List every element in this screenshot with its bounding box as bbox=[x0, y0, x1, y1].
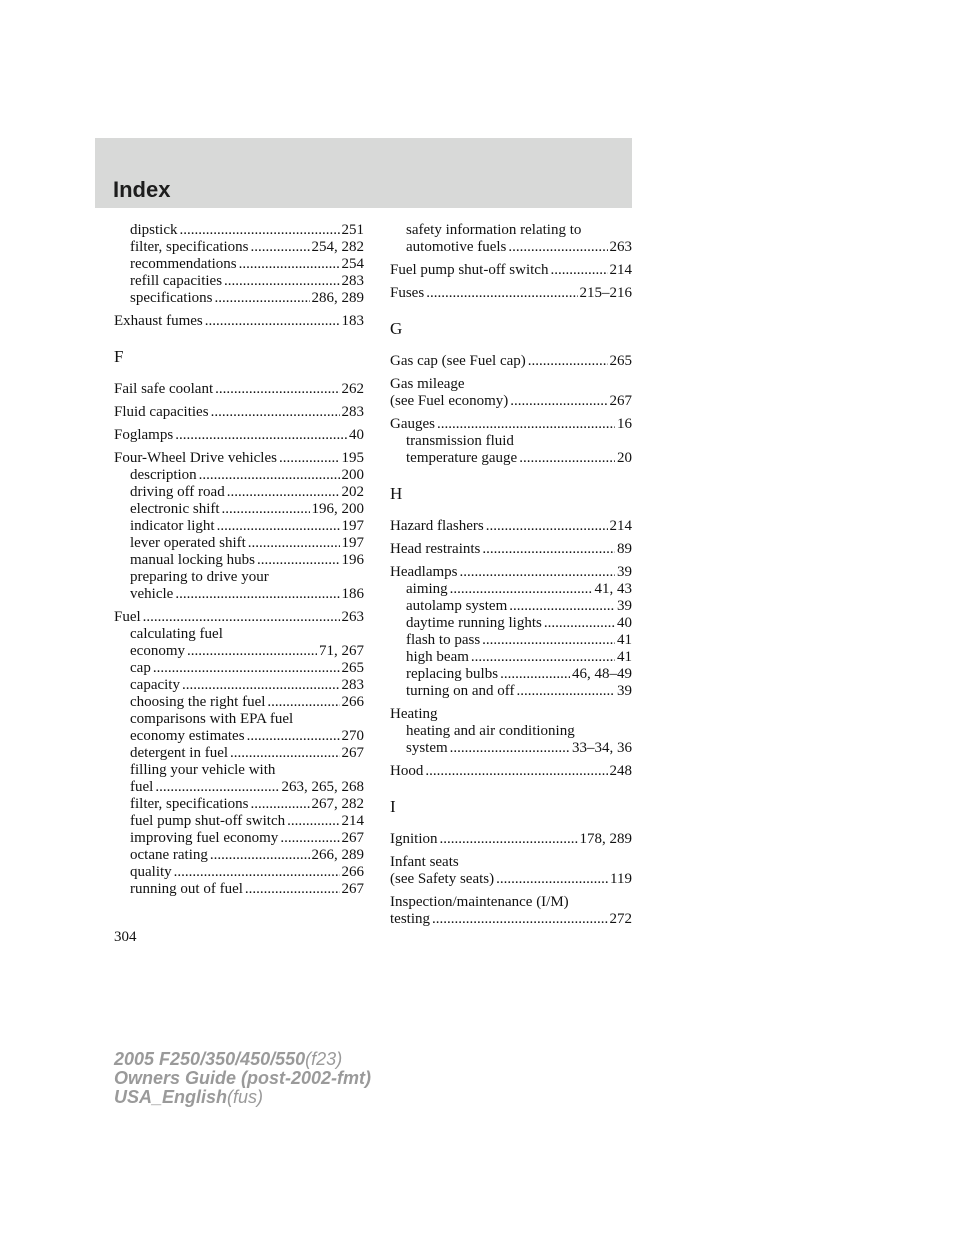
index-entry-text: economy bbox=[130, 643, 185, 659]
index-subentry bbox=[114, 484, 364, 501]
dot-leader bbox=[519, 450, 615, 467]
index-entry bbox=[114, 609, 364, 626]
index-page-ref: 270 bbox=[341, 728, 364, 744]
index-entry-text: cap bbox=[130, 660, 151, 676]
index-entry bbox=[114, 404, 364, 421]
index-subentry bbox=[114, 569, 364, 603]
dot-leader bbox=[425, 763, 607, 780]
dot-leader bbox=[153, 660, 340, 677]
index-page-ref: 196 bbox=[341, 552, 364, 568]
index-subentry bbox=[114, 847, 364, 864]
index-entry-text: safety information relating to bbox=[406, 222, 582, 238]
index-page-ref: 263 bbox=[341, 609, 364, 625]
dot-leader bbox=[500, 666, 570, 683]
index-entry-text: choosing the right fuel bbox=[130, 694, 266, 710]
index-section-letter: H bbox=[390, 484, 403, 503]
dot-leader bbox=[471, 649, 615, 666]
index-page-ref: 20 bbox=[617, 450, 632, 466]
index-page-ref: 265 bbox=[341, 660, 364, 676]
index-subentry bbox=[114, 290, 364, 307]
index-column-left bbox=[114, 222, 364, 898]
index-subentry bbox=[390, 666, 632, 683]
index-subentry bbox=[390, 649, 632, 666]
index-page-ref: 286, 289 bbox=[311, 290, 364, 306]
dot-leader bbox=[459, 564, 615, 581]
index-subentry bbox=[390, 683, 632, 700]
dot-leader bbox=[199, 467, 340, 484]
footer-line bbox=[114, 1069, 371, 1088]
index-subentry bbox=[114, 813, 364, 830]
index-entry-text: high beam bbox=[406, 649, 469, 665]
dot-leader bbox=[222, 501, 310, 518]
index-entry-text: flash to pass bbox=[406, 632, 481, 648]
index-entry-text: description bbox=[130, 467, 197, 483]
footer-line bbox=[114, 1088, 371, 1107]
index-entry-text: Infant seats bbox=[390, 854, 459, 870]
index-page-ref: 41 bbox=[617, 649, 632, 665]
dot-leader bbox=[248, 535, 340, 552]
index-page-ref: 41 bbox=[617, 632, 632, 648]
index-entry-text: Ignition bbox=[390, 831, 438, 847]
index-page-ref: 16 bbox=[617, 416, 632, 432]
index-entry-text: Foglamps bbox=[114, 427, 174, 443]
index-page-ref: 39 bbox=[617, 598, 632, 614]
index-entry-text: Exhaust fumes bbox=[114, 313, 203, 329]
dot-leader bbox=[510, 393, 607, 410]
index-page-ref: 248 bbox=[609, 763, 632, 779]
index-entry-text: Fuel pump shut-off switch bbox=[390, 262, 549, 278]
index-entry-text: (see Fuel economy) bbox=[390, 393, 509, 409]
index-entry-text: fuel bbox=[130, 779, 154, 795]
index-page-ref: 267, 282 bbox=[311, 796, 364, 812]
index-subentry bbox=[114, 796, 364, 813]
index-page-ref: 39 bbox=[617, 564, 632, 580]
dot-leader bbox=[214, 290, 309, 307]
index-entry-text: running out of fuel bbox=[130, 881, 243, 897]
index-entry-text: Hazard flashers bbox=[390, 518, 484, 534]
index-entry bbox=[390, 831, 632, 848]
index-entry bbox=[114, 313, 364, 330]
index-entry-text: recommendations bbox=[130, 256, 237, 272]
dot-leader bbox=[180, 222, 340, 239]
index-page-ref: 215–216 bbox=[579, 285, 632, 301]
index-entry-text: Fluid capacities bbox=[114, 404, 209, 420]
dot-leader bbox=[482, 632, 615, 649]
dot-leader bbox=[482, 541, 615, 558]
index-entry-text: calculating fuel bbox=[130, 626, 223, 642]
dot-leader bbox=[267, 694, 339, 711]
index-entry-text: Headlamps bbox=[390, 564, 458, 580]
index-page-ref: 202 bbox=[341, 484, 364, 500]
index-entry-text: automotive fuels bbox=[406, 239, 507, 255]
dot-leader bbox=[426, 285, 577, 302]
index-subentry bbox=[114, 677, 364, 694]
dot-leader bbox=[516, 683, 615, 700]
index-subentry bbox=[114, 694, 364, 711]
index-subentry bbox=[114, 864, 364, 881]
index-page-ref: 178, 289 bbox=[579, 831, 632, 847]
index-entry bbox=[390, 564, 632, 581]
index-entry bbox=[390, 416, 632, 433]
index-page-ref: 71, 267 bbox=[319, 643, 364, 659]
dot-leader bbox=[251, 239, 310, 256]
index-entry-text: aiming bbox=[406, 581, 448, 597]
dot-leader bbox=[227, 484, 340, 501]
dot-leader bbox=[450, 581, 593, 598]
index-subentry bbox=[114, 467, 364, 484]
index-entry-text: fuel pump shut-off switch bbox=[130, 813, 286, 829]
index-subentry bbox=[114, 535, 364, 552]
page-number: 304 bbox=[114, 929, 137, 945]
index-subentry bbox=[114, 273, 364, 290]
footer-line-main: 2005 F250/350/450/550 bbox=[114, 1049, 306, 1069]
index-entry-text: manual locking hubs bbox=[130, 552, 255, 568]
index-page-ref: 262 bbox=[341, 381, 364, 397]
index-entry-text: Hood bbox=[390, 763, 424, 779]
index-section-letter: G bbox=[390, 319, 403, 338]
dot-leader bbox=[550, 262, 607, 279]
index-entry bbox=[390, 763, 632, 780]
index-subentry bbox=[114, 256, 364, 273]
index-entry-text: Fuel bbox=[114, 609, 141, 625]
index-page-ref: 251 bbox=[341, 222, 364, 238]
index-entry-text: filter, specifications bbox=[130, 239, 249, 255]
index-entry-text: filling your vehicle with bbox=[130, 762, 276, 778]
index-page-ref: 254, 282 bbox=[311, 239, 364, 255]
footer-line-code: (f23) bbox=[305, 1049, 343, 1069]
dot-leader bbox=[175, 586, 339, 603]
index-entry bbox=[114, 427, 364, 444]
index-page-ref: 197 bbox=[341, 535, 364, 551]
index-entry-text: Gas mileage bbox=[390, 376, 465, 392]
index-page-ref: 263, 265, 268 bbox=[281, 779, 364, 795]
index-entry bbox=[390, 376, 632, 410]
index-entry-text: detergent in fuel bbox=[130, 745, 229, 761]
index-entry-text: octane rating bbox=[130, 847, 208, 863]
index-subentry bbox=[114, 762, 364, 796]
index-page-ref: 214 bbox=[609, 518, 632, 534]
dot-leader bbox=[280, 830, 339, 847]
index-page-ref: 197 bbox=[341, 518, 364, 534]
index-entry bbox=[390, 262, 632, 279]
footer-line-main: USA_English bbox=[114, 1087, 228, 1107]
index-page-ref: 40 bbox=[617, 615, 632, 631]
index-entry-text: Gauges bbox=[390, 416, 435, 432]
index-subentry bbox=[390, 222, 632, 256]
index-subentry bbox=[390, 723, 632, 757]
index-entry-text: preparing to drive your bbox=[130, 569, 269, 585]
index-subentry bbox=[114, 239, 364, 256]
index-page-ref: 183 bbox=[341, 313, 364, 329]
index-entry-text: Fail safe coolant bbox=[114, 381, 214, 397]
dot-leader bbox=[143, 609, 340, 626]
dot-leader bbox=[437, 416, 615, 433]
index-entry-text: capacity bbox=[130, 677, 180, 693]
index-entry-text: refill capacities bbox=[130, 273, 223, 289]
index-entry bbox=[390, 894, 632, 928]
index-subentry bbox=[114, 501, 364, 518]
index-subentry bbox=[390, 433, 632, 467]
index-subentry bbox=[390, 598, 632, 615]
index-page-ref: 267 bbox=[341, 745, 364, 761]
dot-leader bbox=[205, 313, 340, 330]
index-entry bbox=[390, 541, 632, 558]
index-subentry bbox=[390, 581, 632, 598]
index-entry-text: electronic shift bbox=[130, 501, 220, 517]
index-entry-text: Four-Wheel Drive vehicles bbox=[114, 450, 277, 466]
index-page-ref: 214 bbox=[609, 262, 632, 278]
index-subentry bbox=[114, 745, 364, 762]
index-subentry bbox=[114, 222, 364, 239]
index-page-ref: 39 bbox=[617, 683, 632, 699]
index-entry bbox=[390, 285, 632, 302]
dot-leader bbox=[174, 864, 340, 881]
index-page-ref: 46, 48–49 bbox=[572, 666, 632, 682]
index-page-ref: 40 bbox=[349, 427, 364, 443]
dot-leader bbox=[182, 677, 340, 694]
index-entry-text: temperature gauge bbox=[406, 450, 518, 466]
dot-leader bbox=[224, 273, 339, 290]
index-entry bbox=[390, 518, 632, 535]
index-entry-text: Heating bbox=[390, 706, 438, 722]
index-entry-text: heating and air conditioning bbox=[406, 723, 575, 739]
index-entry-text: (see Safety seats) bbox=[390, 871, 495, 887]
index-entry-text: economy estimates bbox=[130, 728, 245, 744]
index-entry-text: driving off road bbox=[130, 484, 225, 500]
index-entry-text: turning on and off bbox=[406, 683, 515, 699]
dot-leader bbox=[155, 779, 279, 796]
index-entry-text: dipstick bbox=[130, 222, 178, 238]
index-subentry bbox=[114, 518, 364, 535]
index-page-ref: 283 bbox=[341, 677, 364, 693]
index-entry-text: comparisons with EPA fuel bbox=[130, 711, 294, 727]
index-page-ref: 283 bbox=[341, 273, 364, 289]
index-entry bbox=[114, 450, 364, 467]
index-page-ref: 267 bbox=[341, 830, 364, 846]
dot-leader bbox=[440, 831, 578, 848]
index-entry-text: Head restraints bbox=[390, 541, 481, 557]
dot-leader bbox=[544, 615, 615, 632]
index-page-ref: 119 bbox=[610, 871, 632, 887]
dot-leader bbox=[217, 518, 340, 535]
index-subentry bbox=[390, 615, 632, 632]
dot-leader bbox=[287, 813, 339, 830]
index-page-ref: 195 bbox=[341, 450, 364, 466]
index-subentry bbox=[390, 632, 632, 649]
index-subentry bbox=[114, 626, 364, 660]
index-page-ref: 196, 200 bbox=[311, 501, 364, 517]
index-subentry bbox=[114, 881, 364, 898]
index-entry-text: system bbox=[406, 740, 448, 756]
dot-leader bbox=[215, 381, 339, 398]
index-entry-text: daytime running lights bbox=[406, 615, 542, 631]
index-page-ref: 266 bbox=[341, 694, 364, 710]
dot-leader bbox=[509, 598, 615, 615]
dot-leader bbox=[239, 256, 340, 273]
section-title: Index bbox=[113, 177, 171, 202]
index-page-ref: 266 bbox=[341, 864, 364, 880]
index-entry-text: Inspection/maintenance (I/M) bbox=[390, 894, 569, 910]
index-entry-text: replacing bulbs bbox=[406, 666, 499, 682]
index-page-ref: 89 bbox=[617, 541, 632, 557]
dot-leader bbox=[187, 643, 317, 660]
index-entry-text: vehicle bbox=[130, 586, 174, 602]
index-entry bbox=[390, 353, 632, 370]
dot-leader bbox=[210, 847, 310, 864]
index-page-ref: 214 bbox=[341, 813, 364, 829]
section-header-band bbox=[95, 138, 632, 208]
dot-leader bbox=[486, 518, 608, 535]
index-entry-text: filter, specifications bbox=[130, 796, 249, 812]
index-subentry bbox=[114, 660, 364, 677]
index-entry-text: indicator light bbox=[130, 518, 215, 534]
index-entry bbox=[390, 706, 632, 723]
index-entry-text: Fuses bbox=[390, 285, 425, 301]
index-entry-text: transmission fluid bbox=[406, 433, 514, 449]
dot-leader bbox=[450, 740, 570, 757]
index-page-ref: 266, 289 bbox=[311, 847, 364, 863]
index-page-ref: 200 bbox=[341, 467, 364, 483]
index-entry-text: lever operated shift bbox=[130, 535, 246, 551]
footer-line-code: (fus) bbox=[227, 1087, 264, 1107]
dot-leader bbox=[508, 239, 607, 256]
document-footer bbox=[114, 1050, 371, 1107]
dot-leader bbox=[251, 796, 310, 813]
index-page-ref: 267 bbox=[341, 881, 364, 897]
index-section-letter: F bbox=[114, 347, 124, 366]
index-page-ref: 283 bbox=[341, 404, 364, 420]
index-entry-text: improving fuel economy bbox=[130, 830, 279, 846]
dot-leader bbox=[247, 728, 340, 745]
index-entry-text: quality bbox=[130, 864, 172, 880]
index-page-ref: 272 bbox=[609, 911, 632, 927]
index-page-ref: 186 bbox=[341, 586, 364, 602]
index-page-ref: 254 bbox=[341, 256, 364, 272]
index-subentry bbox=[114, 552, 364, 569]
index-entry-text: testing bbox=[390, 911, 430, 927]
index-page-ref: 267 bbox=[609, 393, 632, 409]
dot-leader bbox=[432, 911, 608, 928]
index-page-ref: 265 bbox=[609, 353, 632, 369]
index-entry-text: specifications bbox=[130, 290, 213, 306]
dot-leader bbox=[257, 552, 340, 569]
index-page-ref: 263 bbox=[609, 239, 632, 255]
index-page-ref: 33–34, 36 bbox=[572, 740, 632, 756]
dot-leader bbox=[496, 871, 608, 888]
dot-leader bbox=[175, 427, 347, 444]
dot-leader bbox=[211, 404, 340, 421]
index-entry bbox=[390, 854, 632, 888]
dot-leader bbox=[245, 881, 340, 898]
index-page-ref: 41, 43 bbox=[594, 581, 632, 597]
dot-leader bbox=[230, 745, 339, 762]
index-subentry bbox=[114, 711, 364, 745]
dot-leader bbox=[528, 353, 608, 370]
index-section-letter: I bbox=[390, 797, 396, 816]
index-entry-text: Gas cap (see Fuel cap) bbox=[390, 353, 526, 369]
index-subentry bbox=[114, 830, 364, 847]
dot-leader bbox=[279, 450, 340, 467]
index-entry-text: autolamp system bbox=[406, 598, 508, 614]
index-entry bbox=[114, 381, 364, 398]
footer-line-main: Owners Guide (post-2002-fmt) bbox=[114, 1068, 372, 1088]
footer-line bbox=[114, 1050, 371, 1069]
index-column-right bbox=[390, 222, 632, 928]
